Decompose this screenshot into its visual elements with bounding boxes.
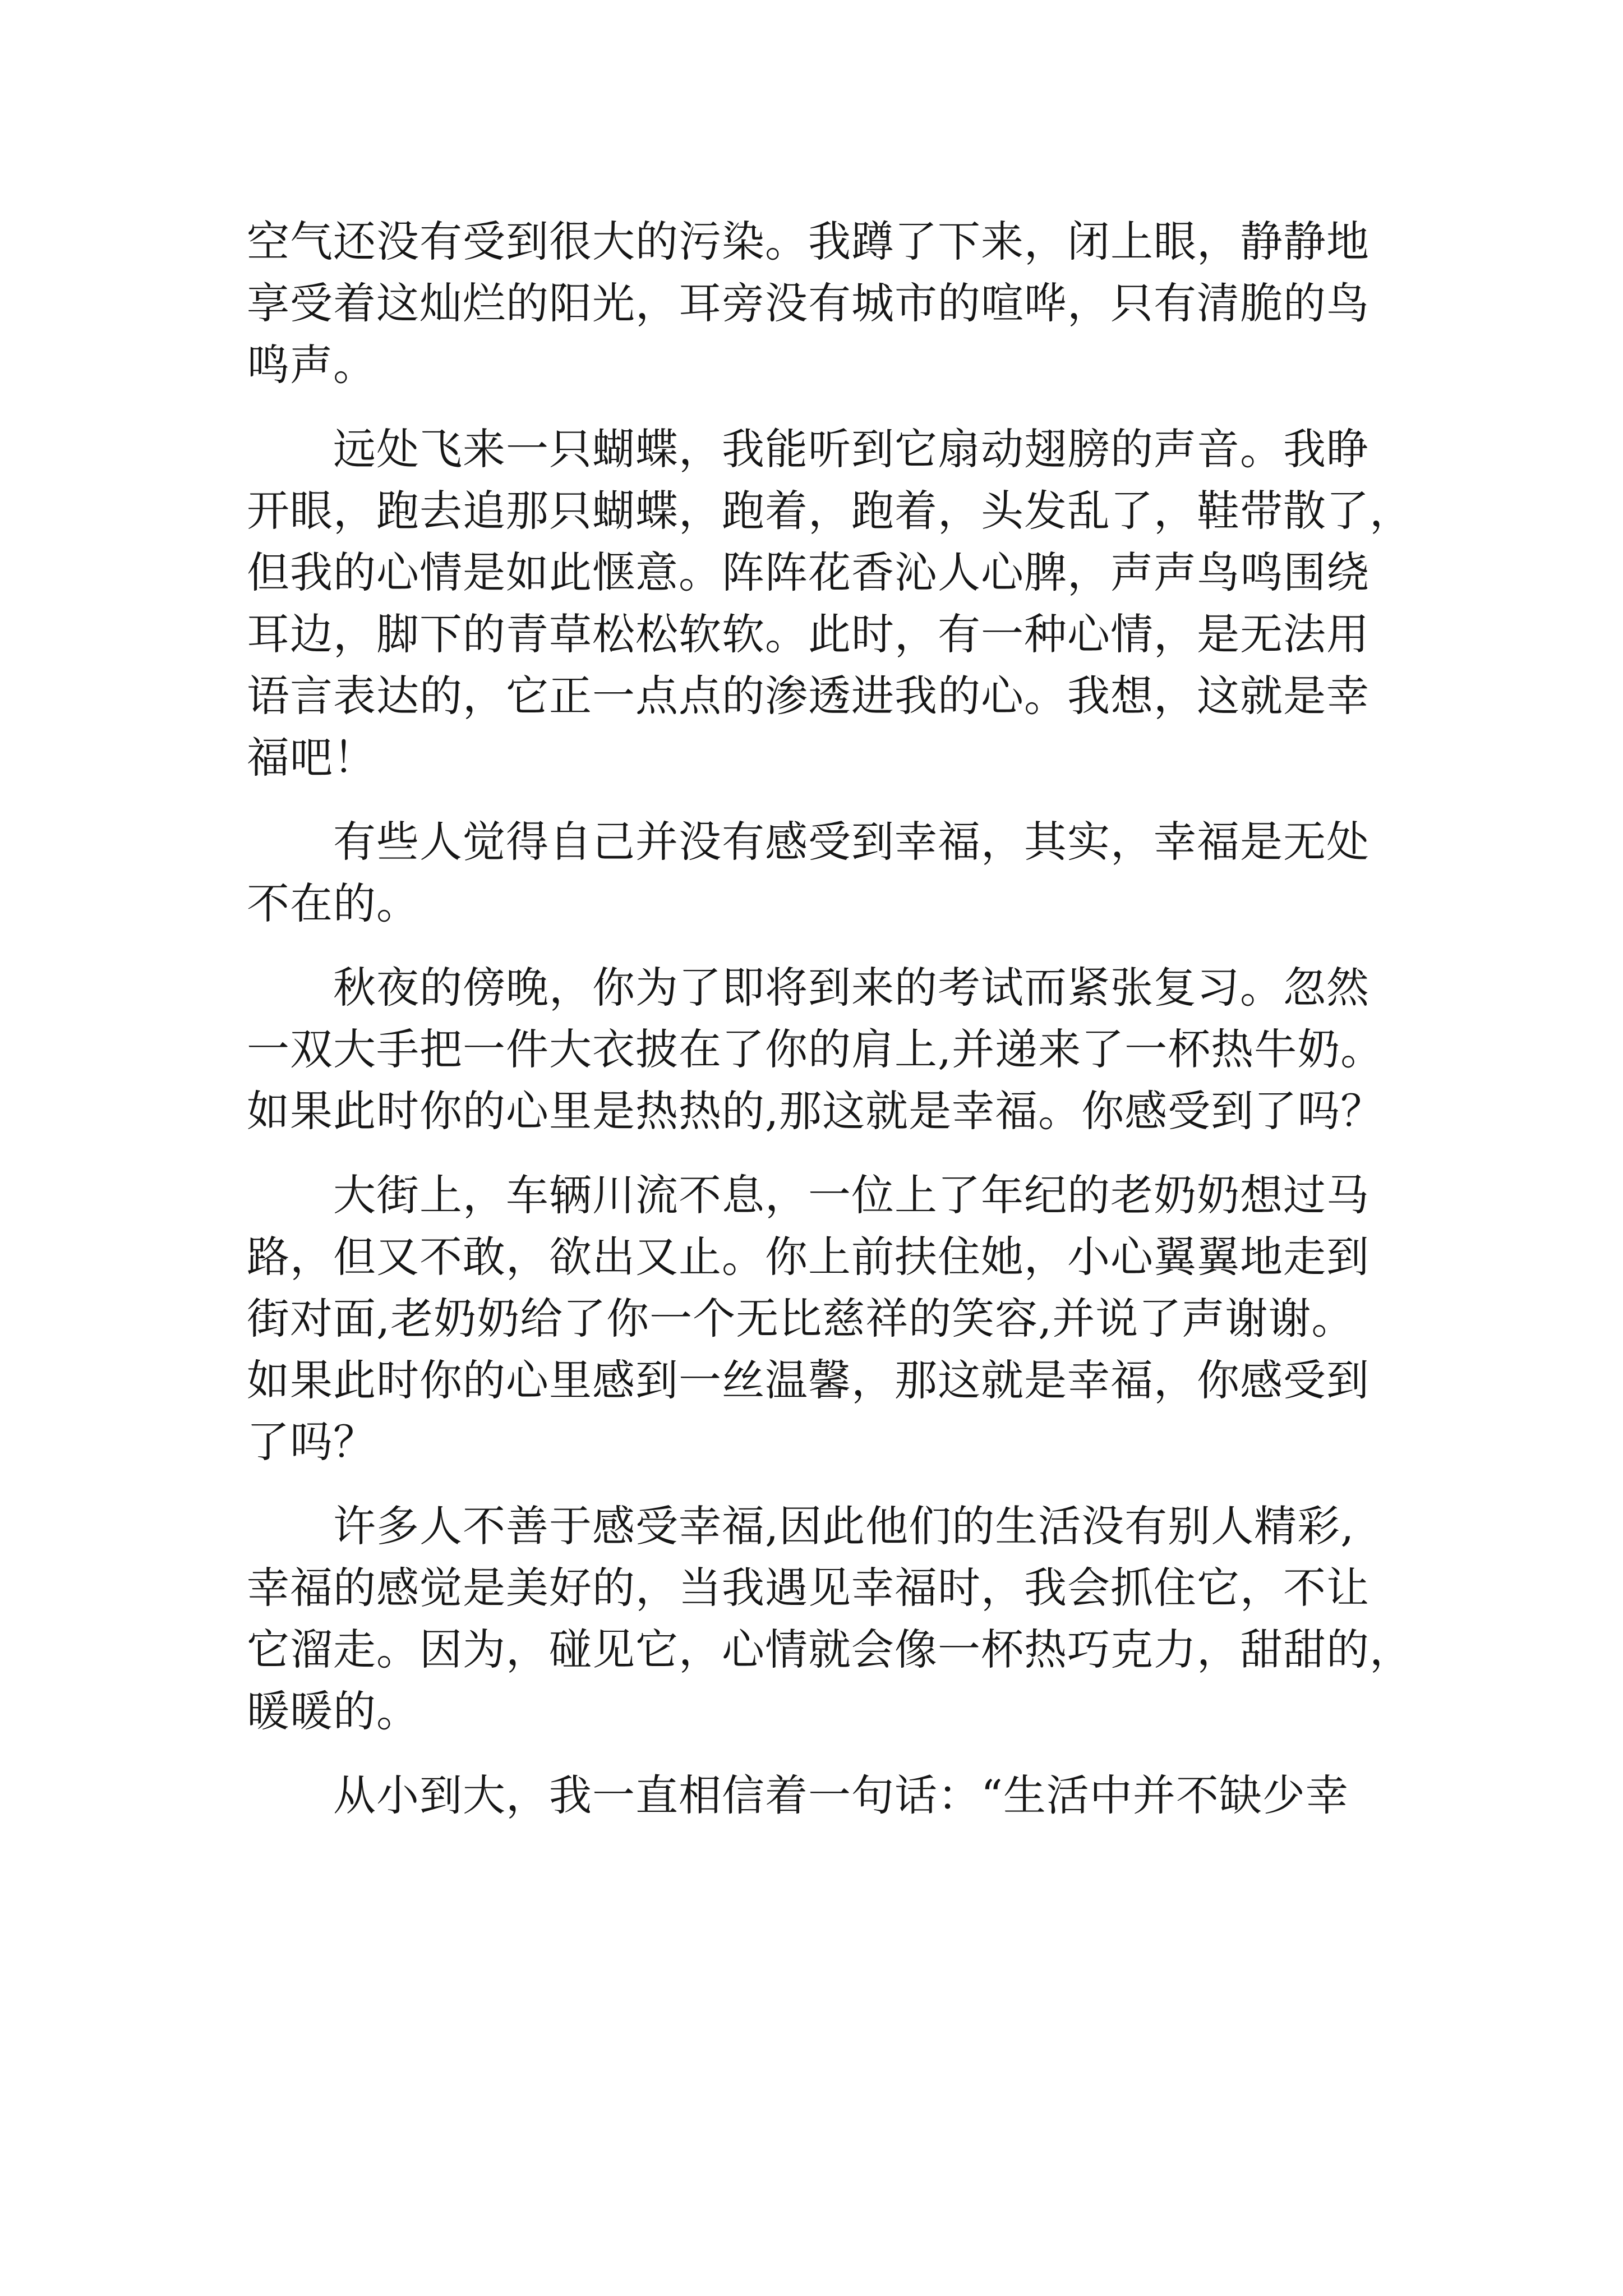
paragraph <box>247 418 1413 789</box>
paragraph <box>247 1496 1413 1742</box>
text-line: 它溜走。因为，碰见它，心情就会像一杯热巧克力，甜甜的， <box>247 1625 1413 1674</box>
paragraph-gap <box>247 1473 1382 1496</box>
text-line: 一双大手把一件大衣披在了你的肩上,并递来了一杯热牛奶。 <box>247 1024 1384 1074</box>
paragraph-gap <box>247 935 1382 957</box>
paragraph <box>247 1765 1382 1826</box>
text-line: 耳边，脚下的青草松松软软。此时，有一种心情，是无法用 <box>247 609 1370 659</box>
paragraph <box>247 811 1382 935</box>
text-line: 幸福的感觉是美好的，当我遇见幸福时，我会抓住它，不让 <box>247 1563 1370 1613</box>
text-line: 有些人觉得自己并没有感受到幸福，其实，幸福是无处 <box>247 817 1370 867</box>
paragraph <box>247 211 1382 396</box>
text-line: 从小到大，我一直相信着一句话：“生活中并不缺少幸 <box>247 1770 1349 1820</box>
text-line: 享受着这灿烂的阳光，耳旁没有城市的喧哗，只有清脆的鸟 <box>247 278 1370 328</box>
paragraph-gap <box>247 789 1382 811</box>
text-line: 秋夜的傍晚，你为了即将到来的考试而紧张复习。忽然 <box>247 963 1370 1013</box>
text-line: 暖暖的。 <box>247 1686 419 1736</box>
text-line: 如果此时你的心里感到一丝温馨，那这就是幸福，你感受到 <box>247 1355 1370 1405</box>
text-line: 了吗？ <box>247 1417 376 1467</box>
text-line: 空气还没有受到很大的污染。我蹲了下来，闭上眼，静静地 <box>247 217 1370 266</box>
text-line: 福吧！ <box>247 733 376 783</box>
paragraph <box>247 1165 1382 1473</box>
text-line: 语言表达的，它正一点点的渗透进我的心。我想，这就是幸 <box>247 671 1370 721</box>
text-line: 路，但又不敢，欲出又止。你上前扶住她，小心翼翼地走到 <box>247 1232 1370 1282</box>
text-line: 开眼，跑去追那只蝴蝶，跑着，跑着，头发乱了，鞋带散了， <box>247 486 1413 536</box>
text-line: 许多人不善于感受幸福,因此他们的生活没有别人精彩, <box>247 1501 1355 1551</box>
paragraph-gap <box>247 1142 1382 1165</box>
document-body <box>247 211 1413 1826</box>
text-line: 不在的。 <box>247 878 419 928</box>
text-line: 街对面,老奶奶给了你一个无比慈祥的笑容,并说了声谢谢。 <box>247 1294 1355 1343</box>
text-line: 如果此时你的心里是热热的,那这就是幸福。你感受到了吗？ <box>247 1086 1384 1136</box>
text-line: 但我的心情是如此惬意。阵阵花香沁人心脾，声声鸟鸣围绕 <box>247 547 1370 597</box>
paragraph <box>247 957 1382 1142</box>
text-line: 鸣声。 <box>247 340 376 390</box>
paragraph-gap <box>247 1742 1382 1765</box>
paragraph-gap <box>247 396 1382 418</box>
text-line: 大街上，车辆川流不息，一位上了年纪的老奶奶想过马 <box>247 1170 1370 1220</box>
text-line: 远处飞来一只蝴蝶，我能听到它扇动翅膀的声音。我睁 <box>247 424 1370 474</box>
